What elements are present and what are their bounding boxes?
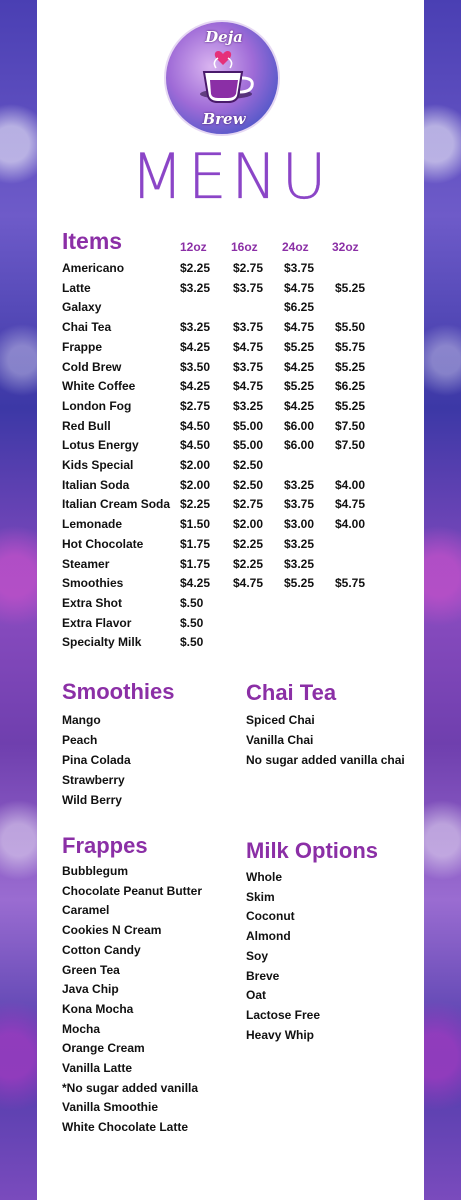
item-price-12oz: $2.00 bbox=[180, 458, 211, 472]
item-price-16oz: $2.00 bbox=[233, 517, 264, 532]
item-price-12oz: $1.50 bbox=[180, 517, 211, 532]
right-watercolor-border bbox=[424, 0, 461, 1200]
item-price-12oz: $4.25 bbox=[180, 576, 211, 591]
item-price-32oz: $4.00 bbox=[335, 517, 366, 532]
item-price-16oz: $4.75 bbox=[233, 339, 264, 354]
item-price-24oz: $4.25 bbox=[284, 398, 315, 413]
item-price-32oz: $5.25 bbox=[335, 280, 366, 295]
frappes-list bbox=[62, 862, 202, 1138]
item-name: Extra Flavor bbox=[62, 615, 132, 630]
item-price-12oz: $1.75 bbox=[180, 536, 211, 551]
item-price-24oz: $4.75 bbox=[284, 280, 315, 295]
item-price-16oz: $2.25 bbox=[233, 536, 264, 551]
list-item: Vanilla Chai bbox=[246, 733, 314, 747]
item-price-12oz: $2.25 bbox=[180, 497, 211, 512]
item-price-24oz: $4.75 bbox=[284, 320, 315, 335]
list-item: Kona Mocha bbox=[62, 1001, 134, 1016]
list-item: Vanilla Latte bbox=[62, 1061, 133, 1076]
item-price-24oz: $6.00 bbox=[284, 438, 315, 453]
list-item: Coconut bbox=[246, 909, 295, 924]
list-item: Caramel bbox=[62, 903, 110, 918]
item-price-16oz: $2.75 bbox=[233, 497, 264, 512]
item-name: Smoothies bbox=[62, 576, 124, 591]
list-item: Lactose Free bbox=[246, 1007, 321, 1022]
item-price-24oz: $6.00 bbox=[284, 418, 315, 433]
item-price-12oz: $3.50 bbox=[180, 359, 211, 374]
list-item: Chocolate Peanut Butter bbox=[62, 883, 203, 898]
frappes-heading: Frappes bbox=[62, 833, 148, 858]
chai-tea-heading: Chai Tea bbox=[246, 680, 337, 705]
item-name: London Fog bbox=[62, 398, 132, 413]
smoothies-heading: Smoothies bbox=[62, 679, 175, 704]
item-price-12oz: $.50 bbox=[180, 635, 204, 650]
list-item: Almond bbox=[246, 929, 291, 944]
item-name: Kids Special bbox=[62, 458, 134, 472]
list-item: Oat bbox=[246, 988, 267, 1003]
item-name: Chai Tea bbox=[62, 320, 112, 335]
logo-bottom-text: Brew bbox=[202, 110, 246, 128]
item-name: Latte bbox=[62, 280, 91, 295]
item-price-32oz: $6.25 bbox=[335, 379, 366, 394]
item-name: Galaxy bbox=[62, 300, 102, 315]
list-item: Bubblegum bbox=[62, 864, 128, 878]
item-name: Cold Brew bbox=[62, 359, 122, 374]
item-price-12oz: $.50 bbox=[180, 615, 204, 630]
item-name: Italian Cream Soda bbox=[62, 497, 171, 512]
size-header-16oz: 16oz bbox=[231, 240, 258, 254]
item-price-32oz: $4.00 bbox=[335, 477, 366, 492]
logo-top-text: Deja bbox=[205, 28, 243, 46]
item-price-12oz: $.50 bbox=[180, 595, 204, 610]
item-name: Red Bull bbox=[62, 418, 111, 433]
list-item: Heavy Whip bbox=[246, 1027, 315, 1042]
item-price-24oz: $4.25 bbox=[284, 359, 315, 374]
item-name: Hot Chocolate bbox=[62, 536, 144, 551]
item-price-12oz: $4.25 bbox=[180, 379, 211, 394]
item-name: White Coffee bbox=[62, 379, 136, 394]
item-name: Lemonade bbox=[62, 517, 123, 532]
size-header-32oz: 32oz bbox=[332, 240, 359, 254]
item-price-32oz: $5.25 bbox=[335, 359, 366, 374]
item-price-12oz: $1.75 bbox=[180, 556, 211, 571]
item-price-16oz: $2.75 bbox=[233, 261, 264, 275]
item-price-16oz: $2.50 bbox=[233, 458, 264, 472]
list-item: Orange Cream bbox=[62, 1041, 145, 1056]
size-header-24oz: 24oz bbox=[282, 240, 309, 254]
item-price-24oz: $3.25 bbox=[284, 556, 315, 571]
left-watercolor-border bbox=[0, 0, 37, 1200]
chai-tea-list bbox=[246, 710, 405, 770]
item-price-32oz: $7.50 bbox=[335, 418, 366, 433]
list-item: Breve bbox=[246, 968, 280, 983]
item-price-24oz: $5.25 bbox=[284, 379, 315, 394]
item-name: Steamer bbox=[62, 556, 110, 571]
item-price-12oz: $2.25 bbox=[180, 261, 211, 275]
list-item: Mango bbox=[62, 713, 101, 727]
list-item: No sugar added vanilla chai bbox=[246, 753, 405, 767]
item-price-16oz: $2.50 bbox=[233, 477, 264, 492]
item-price-24oz: $3.25 bbox=[284, 536, 315, 551]
item-price-12oz: $2.75 bbox=[180, 398, 211, 413]
list-item: Java Chip bbox=[62, 982, 119, 997]
list-item: Cookies N Cream bbox=[62, 923, 162, 938]
item-price-16oz: $5.00 bbox=[233, 438, 264, 453]
list-item: Green Tea bbox=[62, 962, 120, 977]
list-item: Soy bbox=[246, 948, 269, 963]
list-item: Spiced Chai bbox=[246, 713, 315, 727]
item-name: Extra Shot bbox=[62, 595, 123, 610]
list-item: Peach bbox=[62, 733, 98, 747]
milk-options-list bbox=[246, 868, 320, 1045]
item-price-32oz: $5.75 bbox=[335, 339, 366, 354]
item-name: Lotus Energy bbox=[62, 438, 139, 453]
list-item: Skim bbox=[246, 889, 275, 904]
item-price-24oz: $6.25 bbox=[284, 300, 315, 315]
list-item: Pina Colada bbox=[62, 753, 131, 767]
item-price-24oz: $5.25 bbox=[284, 339, 315, 354]
item-price-24oz: $5.25 bbox=[284, 576, 315, 591]
list-item: Mocha bbox=[62, 1021, 101, 1036]
item-name: Americano bbox=[62, 261, 125, 275]
item-price-32oz: $4.75 bbox=[335, 497, 366, 512]
item-price-24oz: $3.75 bbox=[284, 497, 315, 512]
size-header-12oz: 12oz bbox=[180, 240, 207, 254]
item-price-16oz: $3.25 bbox=[233, 398, 264, 413]
list-item: White Chocolate Latte bbox=[62, 1120, 189, 1135]
item-name: Frappe bbox=[62, 339, 103, 354]
item-price-32oz: $5.50 bbox=[335, 320, 366, 335]
list-item: *No sugar added vanilla bbox=[62, 1080, 199, 1095]
smoothies-list bbox=[62, 710, 131, 810]
item-price-12oz: $3.25 bbox=[180, 280, 211, 295]
item-name: Italian Soda bbox=[62, 477, 130, 492]
item-price-32oz: $5.75 bbox=[335, 576, 366, 591]
item-price-16oz: $2.25 bbox=[233, 556, 264, 571]
page-title: MENU bbox=[130, 140, 331, 213]
item-price-32oz: $5.25 bbox=[335, 398, 366, 413]
list-item: Vanilla Smoothie bbox=[62, 1100, 159, 1115]
item-price-16oz: $5.00 bbox=[233, 418, 264, 433]
item-price-24oz: $3.00 bbox=[284, 517, 315, 532]
item-price-16oz: $3.75 bbox=[233, 359, 264, 374]
list-item: Cotton Candy bbox=[62, 942, 141, 957]
item-price-24oz: $3.75 bbox=[284, 261, 315, 275]
item-price-16oz: $4.75 bbox=[233, 379, 264, 394]
item-price-12oz: $4.25 bbox=[180, 339, 211, 354]
items-heading: Items bbox=[62, 228, 123, 254]
list-item: Strawberry bbox=[62, 773, 125, 787]
item-price-12oz: $2.00 bbox=[180, 477, 211, 492]
item-price-32oz: $7.50 bbox=[335, 438, 366, 453]
milk-options-heading: Milk Options bbox=[246, 838, 378, 863]
item-price-12oz: $3.25 bbox=[180, 320, 211, 335]
brand-logo bbox=[164, 20, 280, 136]
item-price-24oz: $3.25 bbox=[284, 477, 315, 492]
item-name: Specialty Milk bbox=[62, 635, 142, 650]
item-price-12oz: $4.50 bbox=[180, 418, 211, 433]
item-price-16oz: $3.75 bbox=[233, 320, 264, 335]
item-price-16oz: $4.75 bbox=[233, 576, 264, 591]
item-price-12oz: $4.50 bbox=[180, 438, 211, 453]
item-price-16oz: $3.75 bbox=[233, 280, 264, 295]
list-item: Wild Berry bbox=[62, 793, 122, 807]
list-item: Whole bbox=[246, 870, 282, 884]
